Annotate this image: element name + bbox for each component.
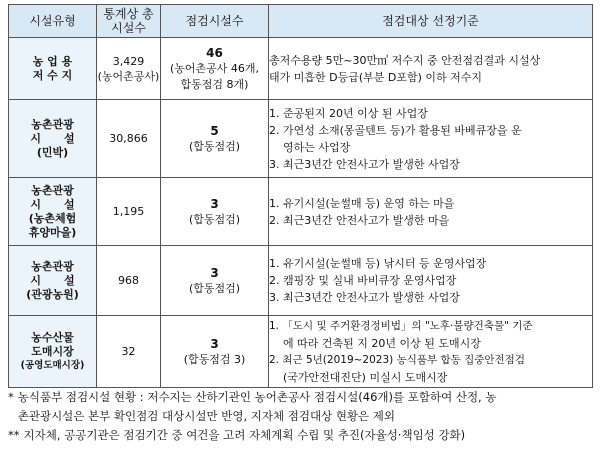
footnote-line: 지자체, 공공기관은 점검기간 중 여건을 고려 자체계획 수립 및 추진(자율성·책임성 강화) xyxy=(23,428,466,442)
criteria-line: 총저수용량 5만~30만㎥ 저수지 중 안전점검결과 시설상 xyxy=(269,53,541,67)
facility-type-cell xyxy=(9,316,97,388)
facility-type-cell xyxy=(9,178,97,246)
criteria-line: 2. 가연성 소재(몽골텐트 등)가 활용된 바베큐장을 운 xyxy=(269,123,522,137)
footnote-mark: * xyxy=(8,390,14,404)
footnote-body xyxy=(24,426,593,445)
criteria-line: 3. 최근3년간 안전사고가 발생한 사업장 xyxy=(269,157,460,171)
table-row xyxy=(9,38,593,100)
criteria-cell xyxy=(269,246,593,316)
facility-type-line: 농 업 용 xyxy=(32,54,73,68)
footnote xyxy=(8,426,592,445)
inspected-count-note: (농어촌공사 46개, xyxy=(169,61,260,75)
footnote-line: 농식품부 점검시설 현황 : 저수지는 산하기관인 농어촌공사 점검시설(46개)를 포함하여 산정, 농 xyxy=(17,390,497,404)
total-count-value: 968 xyxy=(118,274,139,287)
inspected-count-note: 합동점검 8개) xyxy=(180,77,249,91)
footnote-body xyxy=(18,388,592,426)
facility-type-cell xyxy=(9,100,97,178)
criteria-line: 영하는 사업장 xyxy=(269,140,351,154)
table-row xyxy=(9,178,593,246)
header-inspected-count: 점검시설수 xyxy=(161,5,269,38)
inspected-count-value: 3 xyxy=(210,265,219,280)
criteria-cell xyxy=(269,100,593,178)
facility-type-line: 농촌관광 xyxy=(31,117,74,131)
total-count-cell xyxy=(97,38,161,100)
criteria-line: 1. 유기시설(눈썰매 등) 낚시터 등 운영사업장 xyxy=(269,257,487,270)
table-header-row xyxy=(9,5,593,38)
criteria-line: 3. 최근3년간 안전사고가 발생한 사업장 xyxy=(269,291,460,304)
table-row xyxy=(9,316,593,388)
inspected-count-note: (합동점검) xyxy=(188,212,241,226)
inspection-table xyxy=(8,4,593,388)
criteria-cell xyxy=(269,178,593,246)
footnotes xyxy=(8,388,592,445)
criteria-line: 2. 최근3년간 안전사고가 발생한 마을 xyxy=(269,213,450,227)
criteria-line: 1. 준공된지 20년 이상 된 사업장 xyxy=(269,106,428,120)
facility-type-line: 휴양마을) xyxy=(28,225,77,239)
inspected-count-note: (합동점검 3) xyxy=(183,352,246,366)
table-row xyxy=(9,246,593,316)
criteria-line: 1. 「도시 및 주거환경정비법」의 "노후·불량건축물" 기준 xyxy=(269,319,533,332)
criteria-line: 2. 최근 5년(2019~2023) 농식품부 합동 집중안전점검 xyxy=(269,353,525,366)
inspected-count-value: 5 xyxy=(210,123,219,138)
total-count-note: (농어촌공사) xyxy=(97,69,160,83)
facility-type-line: 농수산물 xyxy=(31,330,74,344)
criteria-line: 1. 유기시설(눈썰매 등) 운영 하는 마을 xyxy=(269,196,455,210)
facility-type-line: 도매시장 xyxy=(31,344,74,358)
total-count-value: 3,429 xyxy=(112,54,145,68)
facility-type-line: 농촌관광 xyxy=(31,259,74,273)
footnote-mark: ** xyxy=(8,428,20,442)
facility-type-line: 저 수 지 xyxy=(32,68,73,82)
criteria-cell xyxy=(269,316,593,388)
facility-type-line: 시 설 xyxy=(30,273,75,287)
inspected-count-cell xyxy=(161,178,269,246)
total-count-value: 1,195 xyxy=(112,205,145,218)
total-count-cell xyxy=(97,246,161,316)
inspected-count-value: 3 xyxy=(210,196,219,211)
inspected-count-cell xyxy=(161,316,269,388)
total-count-value: 30,866 xyxy=(109,132,148,145)
inspected-count-cell xyxy=(161,100,269,178)
facility-type-line: 시 설 xyxy=(30,131,75,145)
footnote xyxy=(8,388,592,426)
table-row xyxy=(9,100,593,178)
footnote-line: 촌관광시설은 본부 확인점검 대상시설만 반영, 지자체 점검대상 현황은 제외 xyxy=(17,409,396,423)
inspected-count-cell xyxy=(161,246,269,316)
facility-type-cell xyxy=(9,246,97,316)
facility-type-line: 농촌관광 xyxy=(31,183,74,197)
criteria-line: 태가 미흡한 D등급(부분 D포함) 이하 저수지 xyxy=(269,70,483,84)
facility-type-line: 시 설 xyxy=(30,197,75,211)
facility-type-line: (농촌체험 xyxy=(28,211,77,225)
total-count-value: 32 xyxy=(121,345,136,358)
criteria-cell xyxy=(269,38,593,100)
facility-type-line: (관광농원) xyxy=(26,287,79,301)
inspected-count-note: (합동점검) xyxy=(188,139,241,153)
inspected-count-cell xyxy=(161,38,269,100)
inspected-count-note: (합동점검) xyxy=(188,281,241,295)
header-criteria: 점검대상 선정기준 xyxy=(269,5,593,38)
facility-type-line: (공영도매시장) xyxy=(20,359,85,371)
total-count-cell xyxy=(97,316,161,388)
criteria-line: 에 따라 건축된 지 20년 이상 된 도매시장 xyxy=(269,336,481,350)
facility-type-line: (민박) xyxy=(36,145,69,159)
criteria-line: (국가안전대진단) 미실시 도매시장 xyxy=(269,370,448,384)
inspected-count-value: 46 xyxy=(206,45,223,60)
facility-type-cell xyxy=(9,38,97,100)
total-count-cell xyxy=(97,178,161,246)
total-count-cell xyxy=(97,100,161,178)
header-total-count: 통계상 총 시설수 xyxy=(97,5,161,38)
header-facility-type: 시설유형 xyxy=(9,5,97,38)
criteria-line: 2. 캠핑장 및 실내 바비큐장 운영사업장 xyxy=(269,274,457,287)
inspected-count-value: 3 xyxy=(210,336,219,351)
